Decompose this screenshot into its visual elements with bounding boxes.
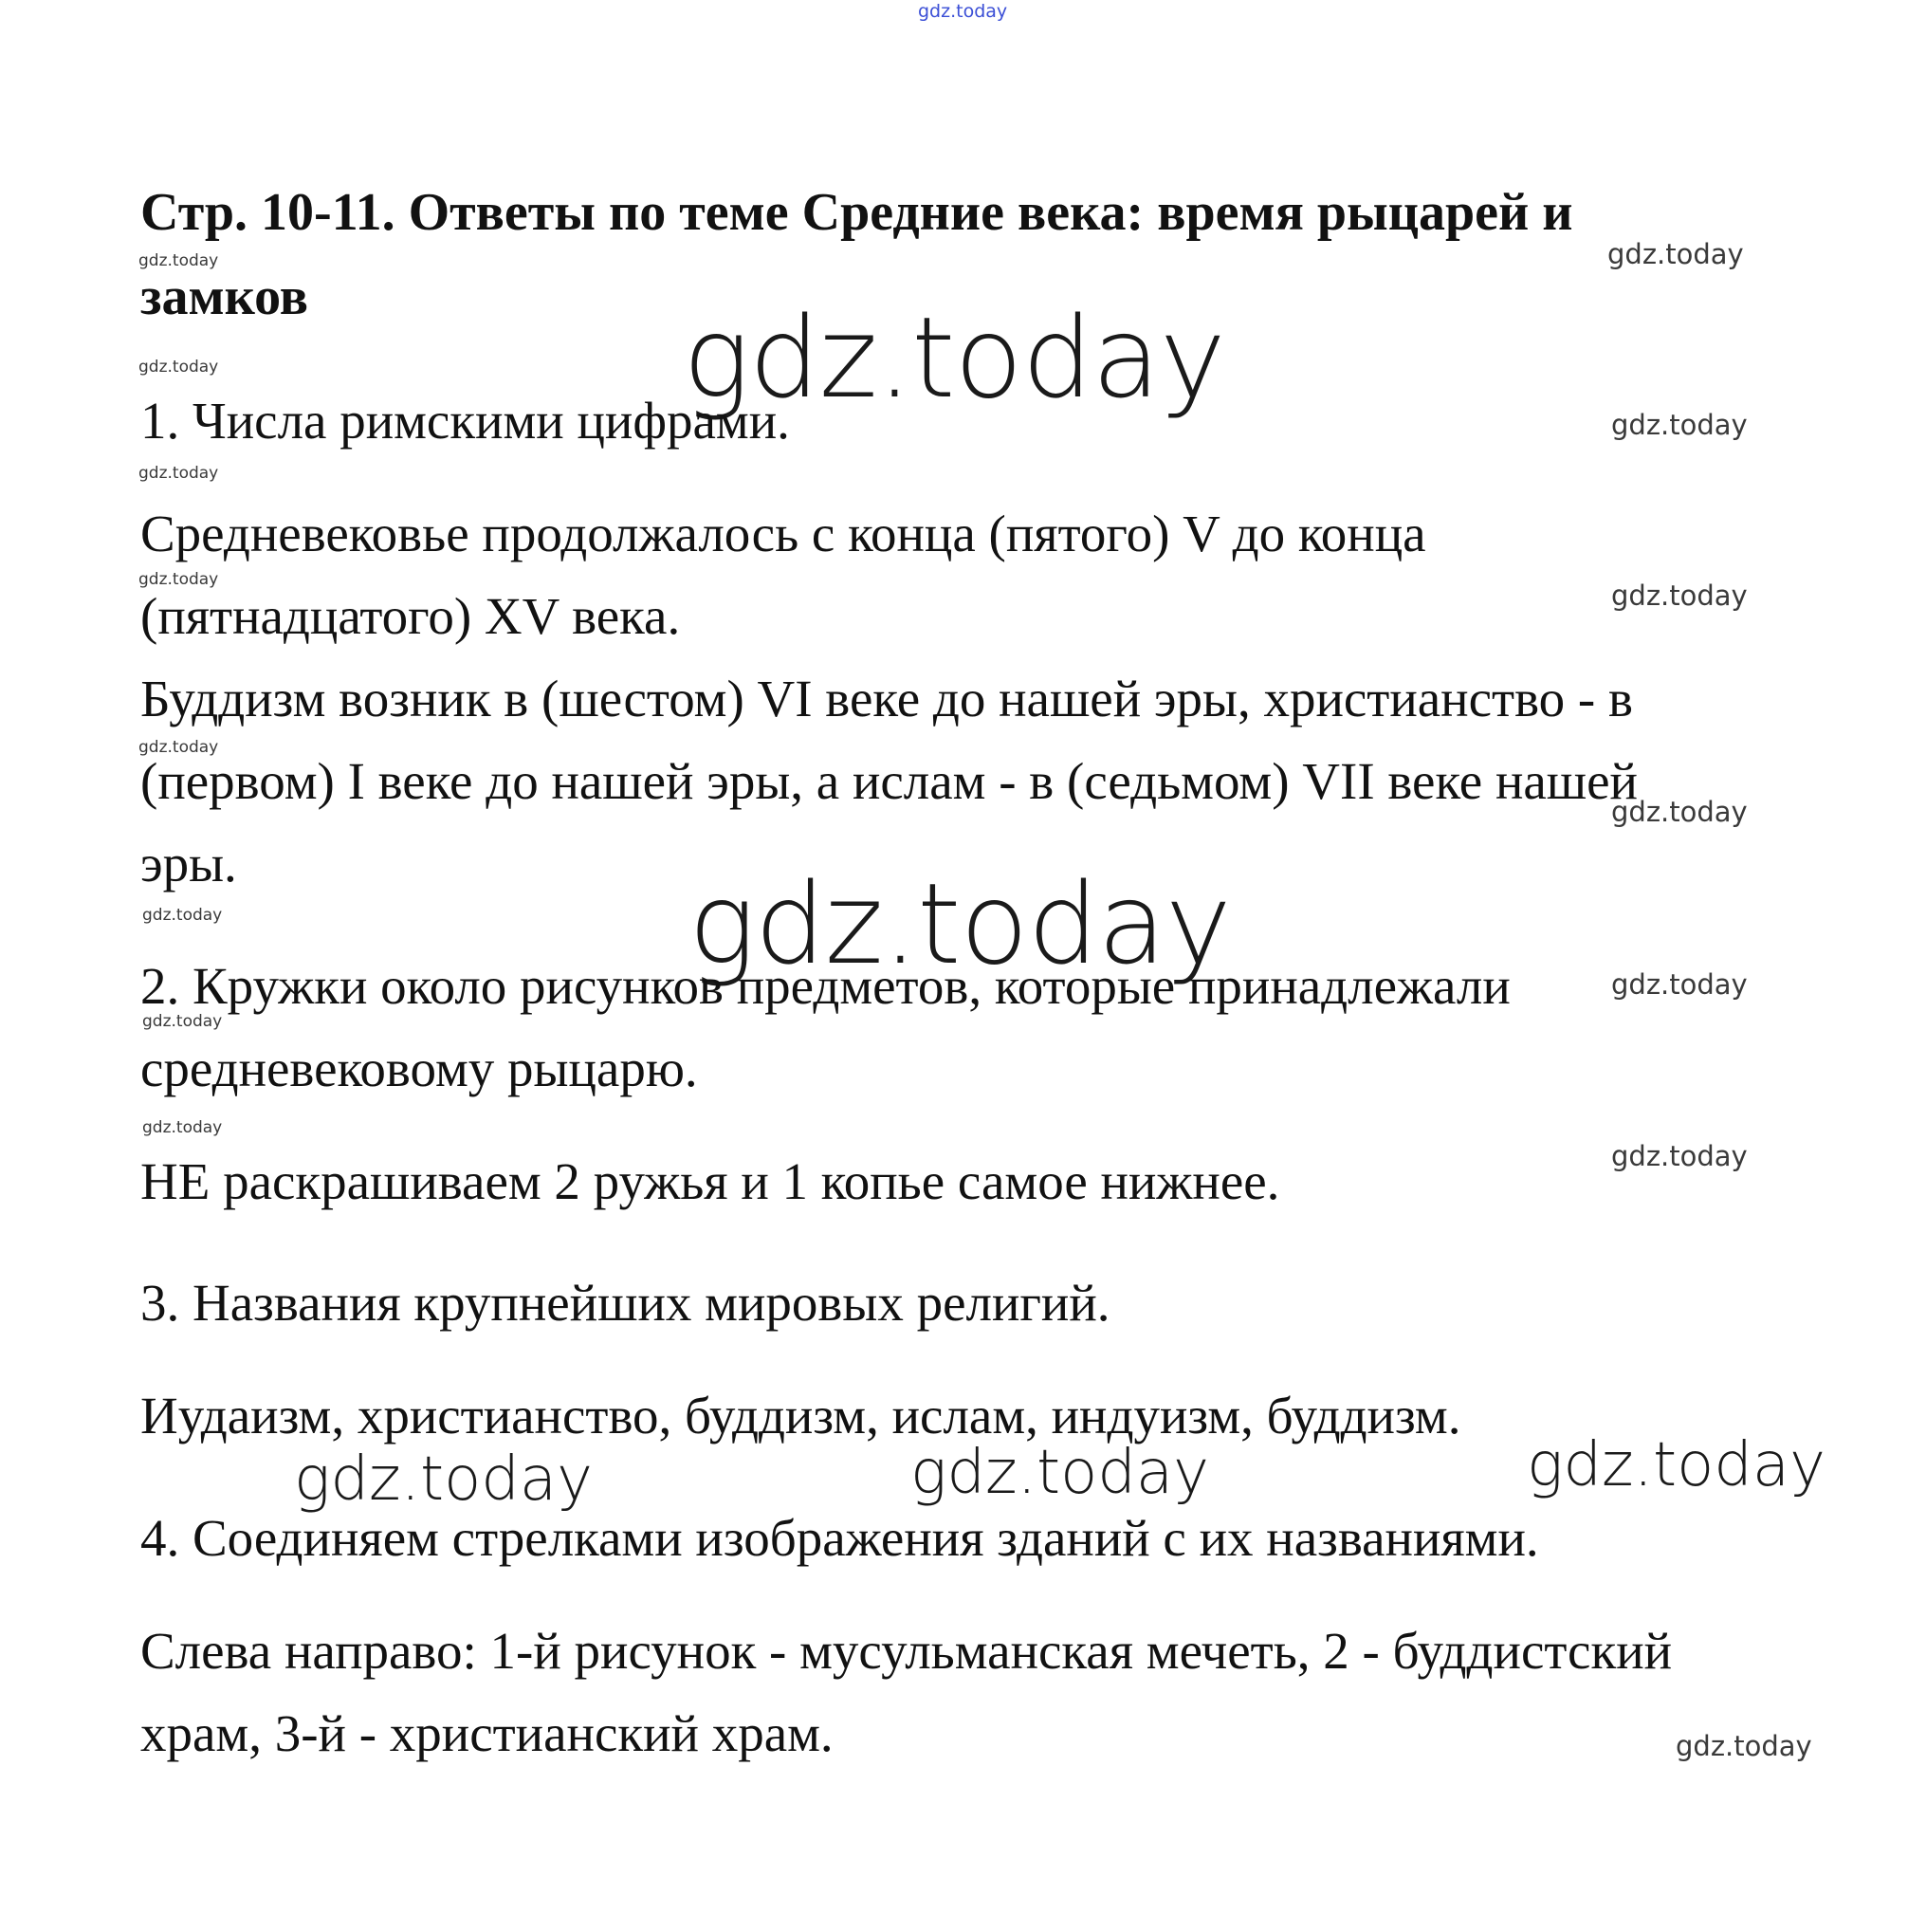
watermark-tiny: gdz.today <box>138 570 219 589</box>
task-2-heading-cont: средневековому рыцарю. <box>140 1040 698 1097</box>
answer-line: (пятнадцатого) XV века. <box>140 587 681 645</box>
task-4-heading: 4. Соединяем стрелками изображения зданий с их названиями. <box>140 1509 1539 1567</box>
watermark-large: gdz.today <box>688 858 1231 989</box>
watermark-tiny: gdz.today <box>142 1118 223 1137</box>
answer-line: (первом) I веке до нашей эры, а ислам - в (седьмом) VII веке нашей <box>140 752 1638 810</box>
watermark-tiny: gdz.today <box>138 738 219 757</box>
watermark-tiny: gdz.today <box>138 464 219 483</box>
task-2-heading: 2. Кружки около рисунков предметов, которые принадлежали <box>140 957 1511 1015</box>
task-1-heading: 1. Числа римскими цифрами. <box>140 392 790 450</box>
watermark-small: gdz.today <box>1611 1140 1748 1172</box>
watermark-tiny: gdz.today <box>142 1012 223 1031</box>
page-title: Стр. 10-11. Ответы по теме Средние века: время рыцарей и замков <box>140 183 1573 326</box>
answer-line: Буддизм возник в (шестом) VI веке до нашей эры, христианство - в <box>140 670 1633 727</box>
watermark-tiny: gdz.today <box>142 906 223 925</box>
answer-line: эры. <box>140 835 237 892</box>
watermark-small: gdz.today <box>1611 580 1748 612</box>
answer-line: храм, 3-й - христианский храм. <box>140 1704 834 1762</box>
answer-line: Средневековье продолжалось с конца (пятого) V до конца <box>140 505 1426 562</box>
watermark-large: gdz.today <box>683 292 1225 423</box>
watermark-small: gdz.today <box>1611 409 1748 441</box>
watermark-medium: gdz.today <box>294 1444 593 1515</box>
watermark-small: gdz.today <box>1676 1730 1812 1762</box>
watermark-medium: gdz.today <box>910 1438 1209 1508</box>
watermark-medium: gdz.today <box>1527 1430 1825 1500</box>
answer-line: Слева направо: 1-й рисунок - мусульманская мечеть, 2 - буддистский <box>140 1622 1673 1680</box>
watermark-tiny: gdz.today <box>138 358 219 377</box>
watermark-top: gdz.today <box>918 1 1008 22</box>
answer-line: НЕ раскрашиваем 2 ружья и 1 копье самое нижнее. <box>140 1152 1280 1210</box>
watermark-small: gdz.today <box>1607 238 1744 270</box>
watermark-small: gdz.today <box>1611 968 1748 1001</box>
answer-line: Иудаизм, христианство, буддизм, ислам, индуизм, буддизм. <box>140 1387 1461 1444</box>
watermark-small: gdz.today <box>1611 796 1748 828</box>
task-3-heading: 3. Названия крупнейших мировых религий. <box>140 1274 1110 1332</box>
watermark-tiny: gdz.today <box>138 251 219 270</box>
